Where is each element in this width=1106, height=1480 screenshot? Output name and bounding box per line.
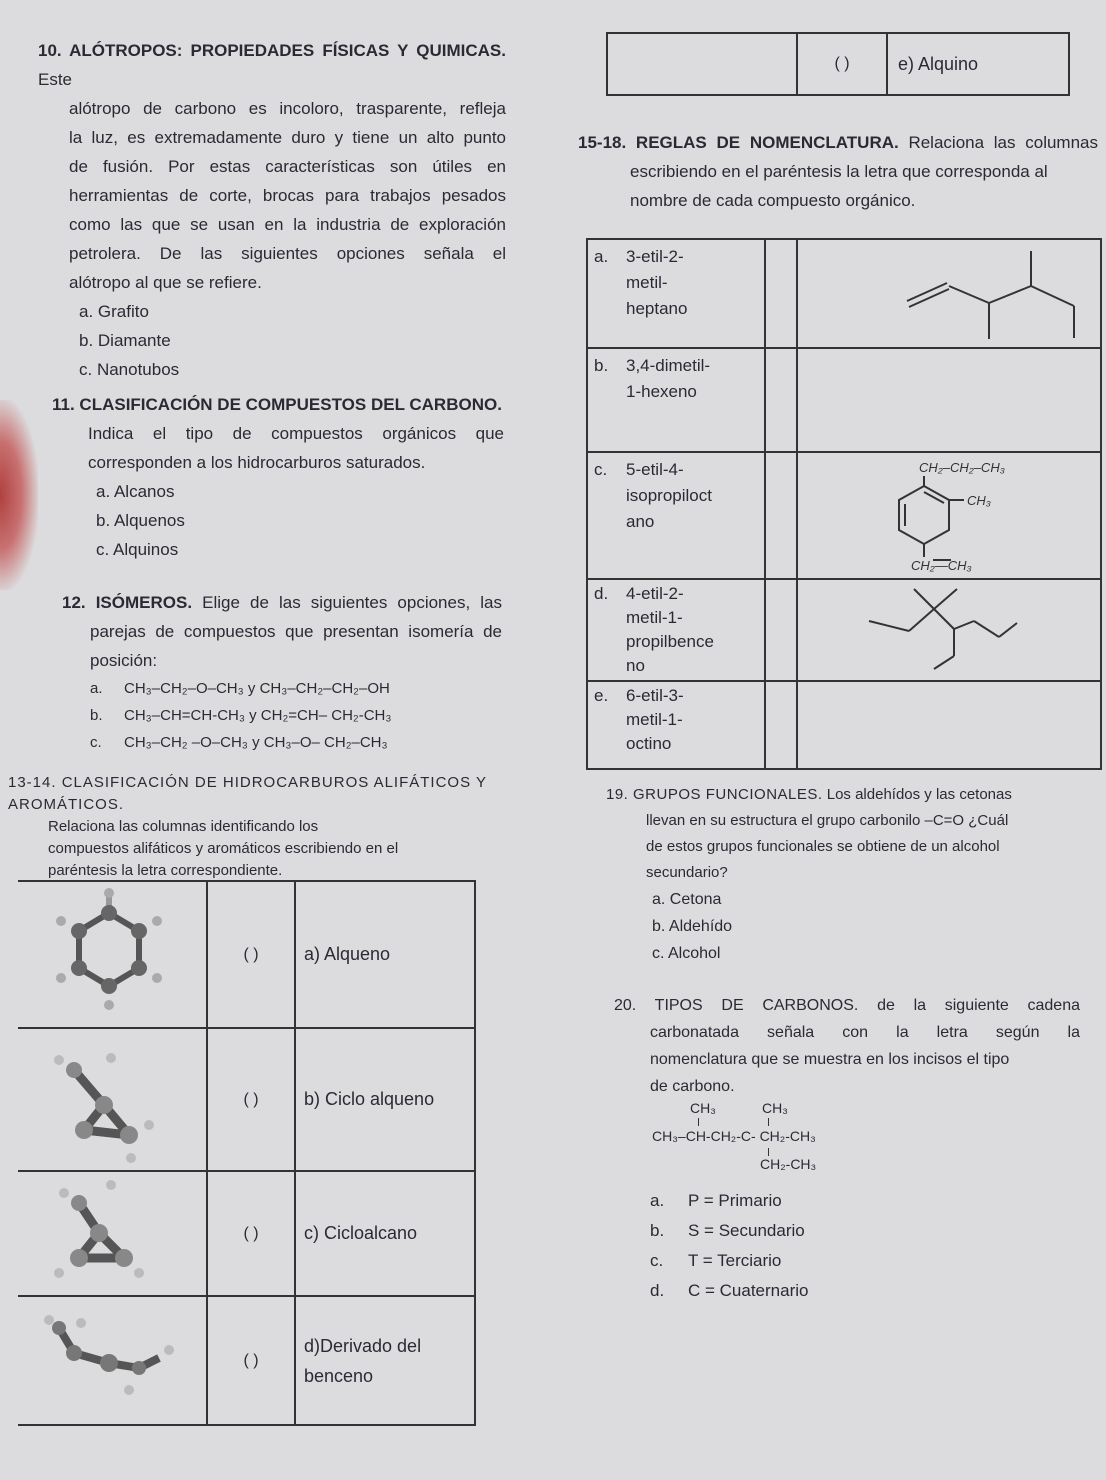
question-10: 10. ALÓTROPOS: PROPIEDADES FÍSICAS Y QUIMICAS. Este alótropo de carbono es incoloro, trasparente, refleja la luz, es extremadamente duro y tiene un alto punto de fusión. Por estas características son útiles en herramientas de corte, brocas para trabajos pesados como las que se usan en la industria de exploración petrolera. De las siguientes opciones señala el alótropo al que se refiere. a. Grafito b. Diamante c. Nanotubos — [38, 36, 506, 384]
alkyne-ball-model — [19, 1298, 199, 1418]
molecule-cell-empty — [607, 33, 797, 95]
q20-option-d[interactable]: d. C = Cuaternario — [650, 1281, 809, 1300]
q1518-table — [586, 238, 1102, 770]
finger-shadow — [0, 400, 38, 590]
q12-option-a[interactable]: a. CH₃–CH₂–O–CH₃ y CH₃–CH₂–CH₂–OH — [90, 680, 390, 697]
q20-option-b[interactable]: b. S = Secundario — [650, 1221, 805, 1240]
name-cell-e: e. 6-etil-3- metil-1- octino — [587, 681, 765, 769]
skeletal-formula-d — [799, 581, 1099, 673]
q12-option-c[interactable]: c. CH₃–CH₂ –O–CH₃ y CH₃–O– CH₂–CH₃ — [90, 734, 388, 751]
q11-title: 11. CLASIFICACIÓN DE COMPUESTOS DEL CARBONO. — [52, 395, 502, 414]
answer-paren-1[interactable]: ( ) — [207, 881, 295, 1028]
q12-title: 12. ISÓMEROS. — [62, 593, 193, 612]
q10-option-c[interactable]: c. Nanotubos — [79, 360, 180, 379]
benzene-label-bottom: CH₂—CH₃ — [911, 558, 972, 572]
answer-paren-e[interactable] — [765, 681, 797, 769]
answer-paren-3[interactable]: ( ) — [207, 1171, 295, 1296]
answer-paren-a[interactable] — [765, 239, 797, 348]
question-15-18: 15-18. REGLAS DE NOMENCLATURA. Relaciona las columnas escribiendo en el paréntesis la letra que corresponda al nombre de cada compuesto orgánico. — [578, 133, 1098, 210]
molecule-cell — [18, 1296, 207, 1425]
q19-option-a[interactable]: a. Cetona — [652, 891, 722, 908]
q20-options — [650, 1186, 950, 1306]
name-cell-a: a. 3-etil-2- metil- heptano — [587, 239, 765, 348]
benzene-label-right: CH₃ — [967, 493, 991, 508]
q1314-title: 13-14. CLASIFICACIÓN DE HIDROCARBUROS ALIFÁTICOS Y AROMÁTICOS. — [8, 774, 487, 813]
question-12: 12. ISÓMEROS. Elige de las siguientes opciones, las parejas de compuestos que presentan isomería de posición: a. CH₃–CH₂–O–CH₃ y CH₃–CH₂–CH₂–OH b. CH₃–CH=CH-CH₃ y CH₂=CH– CH₂-CH₃ c. CH₃–CH₂ –O–CH₃ y CH₃–O– CH₂–CH₃ — [62, 588, 502, 756]
q20-formula: CH₃ CH₃ CH₃–CH-CH₂-C- CH₂-CH₃ CH₂-CH₃ — [652, 1100, 817, 1172]
q1314-table — [18, 880, 476, 1426]
q11-option-c[interactable]: c. Alquinos — [96, 540, 179, 559]
q1314-label-a: a) Alqueno — [295, 881, 475, 1028]
molecule-cell — [18, 1028, 207, 1171]
q12-option-b[interactable]: b. CH₃–CH=CH-CH₃ y CH₂=CH– CH₂-CH₃ — [90, 707, 392, 724]
structure-cell-b — [797, 348, 1101, 452]
q10-option-b[interactable]: b. Diamante — [79, 331, 171, 350]
q20-option-c[interactable]: c. T = Terciario — [650, 1251, 782, 1270]
question-13-14: 13-14. CLASIFICACIÓN DE HIDROCARBUROS ALIFÁTICOS Y AROMÁTICOS. Relaciona las columnas identificando los compuestos alifáticos y aromáticos escribiendo en el paréntesis la letra correspondiente. — [8, 772, 508, 882]
q1314-label-e: e) Alquino — [887, 33, 1069, 95]
molecule-cell — [18, 881, 207, 1028]
name-cell-c: c. 5-etil-4- isopropiloct ano — [587, 452, 765, 579]
q1518-title: 15-18. REGLAS DE NOMENCLATURA. — [578, 133, 899, 152]
structure-cell-e — [797, 681, 1101, 769]
answer-paren-5[interactable]: ( ) — [797, 33, 887, 95]
structure-cell-a — [797, 239, 1101, 348]
answer-paren-c[interactable] — [765, 452, 797, 579]
answer-paren-d[interactable] — [765, 579, 797, 681]
name-cell-d: d. 4-etil-2- metil-1- propilbence no — [587, 579, 765, 681]
q1314-label-c: c) Cicloalcano — [295, 1171, 475, 1296]
q20-option-a[interactable]: a. P = Primario — [650, 1191, 782, 1210]
q19-option-b[interactable]: b. Aldehído — [652, 918, 733, 935]
answer-paren-2[interactable]: ( ) — [207, 1028, 295, 1171]
q19-option-c[interactable]: c. Alcohol — [652, 945, 721, 962]
molecule-cell — [18, 1171, 207, 1296]
benzene-label-top: CH₂–CH₂–CH₃ — [919, 460, 1005, 475]
answer-paren-b[interactable] — [765, 348, 797, 452]
benzene-derivative-structure — [799, 454, 1099, 572]
answer-paren-4[interactable]: ( ) — [207, 1296, 295, 1425]
q19-title: 19. GRUPOS FUNCIONALES. — [606, 786, 823, 803]
name-cell-b: b. 3,4-dimetil- 1-hexeno — [587, 348, 765, 452]
q11-option-b[interactable]: b. Alquenos — [96, 511, 185, 530]
benzene-ball-model — [19, 883, 199, 1021]
skeletal-formula-a — [799, 241, 1099, 341]
cyclopropane-ball-model — [19, 1173, 199, 1289]
q10-title: 10. ALÓTROPOS: PROPIEDADES FÍSICAS Y QUIMICAS. — [38, 41, 506, 60]
cycloalkene-ball-model — [19, 1030, 199, 1164]
structure-cell-d — [797, 579, 1101, 681]
question-20: 20. TIPOS DE CARBONOS. de la siguiente cadena carbonatada señala con la letra según la nomenclatura que se muestra en los incisos el tipo de carbono. — [614, 997, 1080, 1095]
q11-option-a[interactable]: a. Alcanos — [96, 482, 175, 501]
q10-option-a[interactable]: a. Grafito — [79, 302, 149, 321]
question-11: 11. CLASIFICACIÓN DE COMPUESTOS DEL CARBONO. Indica el tipo de compuestos orgánicos que corresponden a los hidrocarburos saturados. a. Alcanos b. Alquenos c. Alquinos — [52, 390, 504, 564]
question-19: 19. GRUPOS FUNCIONALES. Los aldehídos y las cetonas llevan en su estructura el grupo carbonilo –C=O ¿Cuál de estos grupos funcionales se obtiene de un alcohol secundario? a. Cetona b. Aldehído c. Alcohol — [606, 782, 1076, 967]
structure-cell-c — [797, 452, 1101, 579]
q1314-label-b: b) Ciclo alqueno — [295, 1028, 475, 1171]
q20-title: 20. TIPOS DE CARBONOS. — [614, 997, 859, 1014]
q1314-table-continued — [606, 32, 1070, 96]
q1314-label-d: d)Derivado del benceno — [295, 1296, 475, 1425]
